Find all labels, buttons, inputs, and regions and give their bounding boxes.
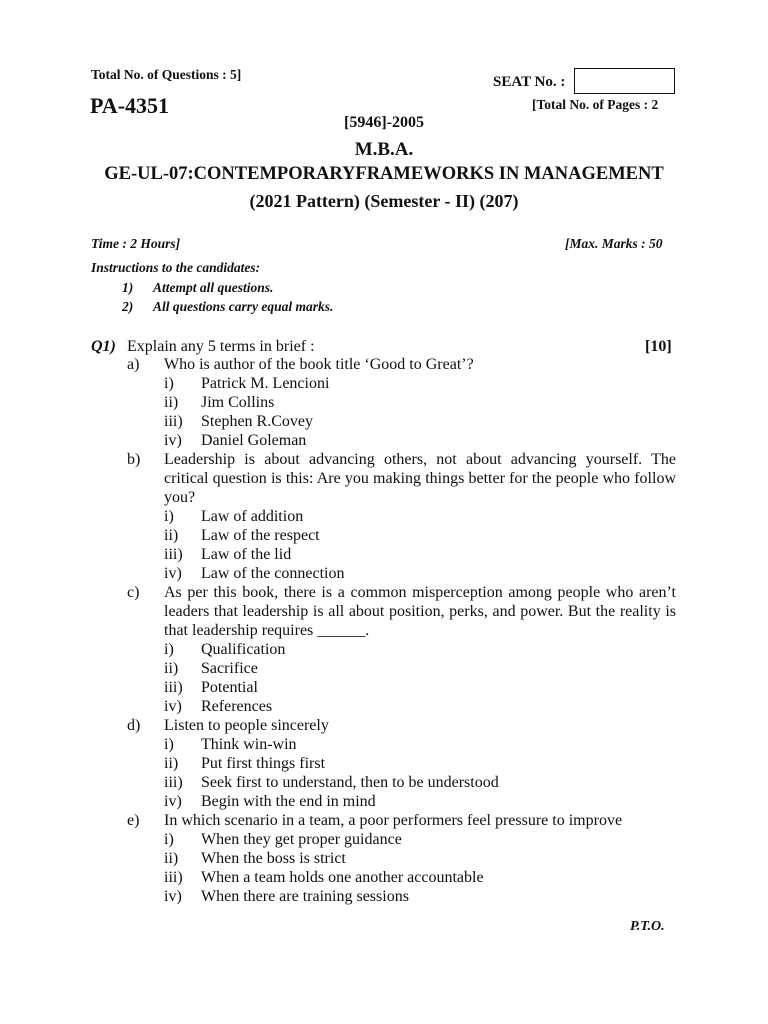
instruction-text: Attempt all questions.: [153, 280, 274, 295]
option-number: i): [164, 375, 174, 392]
option-number: iv): [164, 888, 182, 905]
paper-code: PA-4351: [90, 93, 170, 118]
option-number: ii): [164, 394, 179, 411]
option-text: Law of addition: [201, 508, 304, 525]
total-questions: Total No. of Questions : 5]: [91, 67, 242, 82]
option-number: i): [164, 736, 174, 753]
option-text: Begin with the end in mind: [201, 793, 376, 810]
option-text: Law of the respect: [201, 527, 320, 544]
question-text: Explain any 5 terms in brief :: [127, 338, 315, 355]
part-text: Who is author of the book title ‘Good to Great’?: [164, 356, 474, 373]
part-letter: d): [127, 717, 141, 734]
option-number: ii): [164, 527, 179, 544]
option-number: iii): [164, 774, 183, 791]
option-number: i): [164, 508, 174, 525]
option-number: i): [164, 641, 174, 658]
option-number: iii): [164, 869, 183, 886]
part-letter: e): [127, 812, 140, 829]
degree: M.B.A.: [354, 139, 414, 160]
question-label: Q1): [91, 338, 116, 355]
option-number: ii): [164, 660, 179, 677]
option-text: When the boss is strict: [201, 850, 346, 867]
option-number: iii): [164, 413, 183, 430]
question-marks: [10]: [645, 338, 672, 355]
option-number: iii): [164, 679, 183, 696]
option-number: iv): [164, 432, 182, 449]
seat-label: SEAT No. :: [493, 74, 566, 90]
max-marks: [Max. Marks : 50: [565, 236, 663, 251]
part-text: Listen to people sincerely: [164, 717, 329, 734]
instruction-text: All questions carry equal marks.: [153, 299, 334, 314]
seat-number-box: [574, 68, 675, 94]
part-letter: c): [127, 584, 140, 601]
option-text: When they get proper guidance: [201, 831, 402, 848]
option-number: iv): [164, 698, 182, 715]
instructions-title: Instructions to the candidates:: [91, 260, 261, 275]
option-text: Law of the connection: [201, 565, 345, 582]
option-text: Potential: [201, 679, 258, 696]
option-text: Daniel Goleman: [201, 432, 307, 449]
option-number: ii): [164, 850, 179, 867]
part-letter: a): [127, 356, 140, 373]
option-text: References: [201, 698, 273, 715]
option-text: Stephen R.Covey: [201, 413, 313, 430]
instruction-number: 1): [122, 280, 134, 295]
please-turn-over: P.T.O.: [630, 919, 665, 934]
instruction-number: 2): [122, 299, 134, 314]
option-text: Put first things first: [201, 755, 326, 772]
option-text: When there are training sessions: [201, 888, 409, 905]
part-text: Leadership is about advancing others, not about advancing yourself. The critical question is this: Are you making things better for the people who follow you?: [164, 451, 676, 506]
part-text: As per this book, there is a common misperception among people who aren’t leaders that leadership is all about position, perks, and power. But the reality is that leadership requires ______.: [164, 584, 676, 639]
option-text: Patrick M. Lencioni: [201, 375, 330, 392]
option-text: Law of the lid: [201, 546, 292, 563]
pattern: (2021 Pattern) (Semester - II) (207): [249, 191, 519, 211]
option-text: Sacrifice: [201, 660, 258, 677]
exam-code: [5946]-2005: [344, 114, 424, 131]
option-number: iv): [164, 565, 182, 582]
option-number: i): [164, 831, 174, 848]
option-number: iii): [164, 546, 183, 563]
part-letter: b): [127, 451, 141, 468]
option-text: When a team holds one another accountable: [201, 869, 484, 886]
time-allowed: Time : 2 Hours]: [91, 236, 181, 251]
subject-title: GE-UL-07:CONTEMPORARYFRAMEWORKS IN MANAGEMENT: [104, 164, 664, 184]
option-text: Jim Collins: [201, 394, 275, 411]
total-pages: [Total No. of Pages : 2: [532, 97, 659, 112]
option-text: Qualification: [201, 641, 286, 658]
option-text: Think win-win: [201, 736, 297, 753]
part-text: In which scenario in a team, a poor performers feel pressure to improve: [164, 812, 623, 829]
option-number: iv): [164, 793, 182, 810]
option-number: ii): [164, 755, 179, 772]
option-text: Seek first to understand, then to be understood: [201, 774, 499, 791]
